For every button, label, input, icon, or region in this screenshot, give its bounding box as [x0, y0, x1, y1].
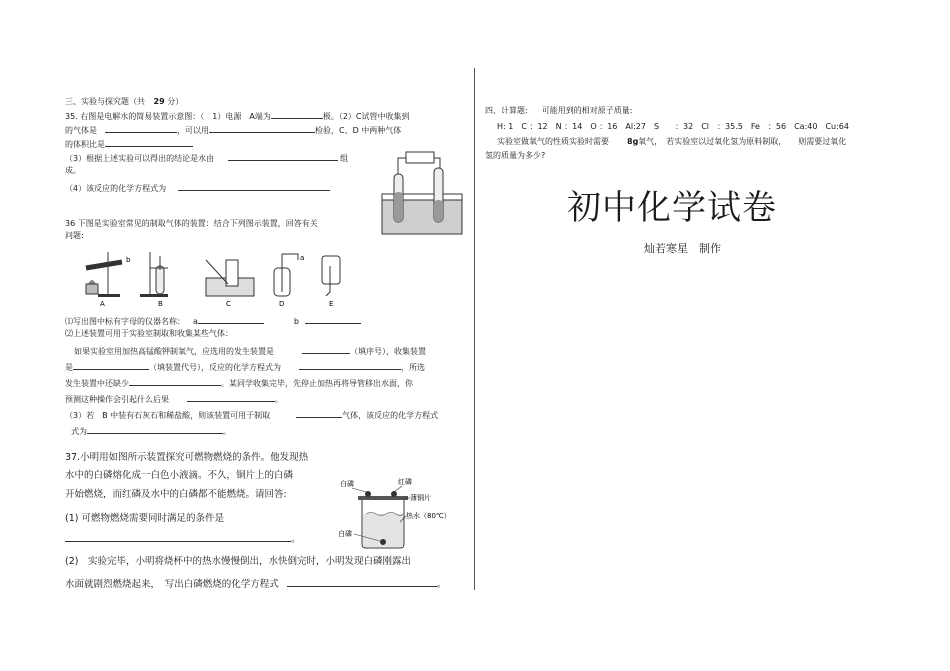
q37-line-5: [65, 532, 301, 546]
calc-question-line-2: 氢的质量为多少?: [485, 151, 546, 160]
answer-blank[interactable]: [228, 151, 338, 161]
answer-blank[interactable]: [209, 123, 315, 133]
q36-text: 式为: [71, 427, 87, 436]
q37-text: 水面就剧烈燃烧起来， 写出白磷燃烧的化学方程式: [65, 579, 279, 590]
answer-blank[interactable]: [129, 376, 221, 386]
fig-label-copper: 薄铜片: [410, 494, 431, 502]
q35-text: （3）根据上述实验可以得出的结论是水由: [65, 154, 215, 163]
answer-blank[interactable]: [187, 392, 275, 402]
fig-label-c: C: [226, 300, 231, 308]
q36-text: （填序号），收集装置: [350, 347, 426, 356]
q36-sub-5: [65, 376, 413, 389]
q35-line-3: [65, 137, 193, 150]
fig-label-white-phosphorus-2: 白磷: [338, 530, 352, 538]
fig-label-d: D: [279, 300, 285, 308]
tube-d-water: [434, 200, 443, 222]
q37-line-1: 37.小明用如图所示装置探究可燃物燃烧的条件。他发现热: [65, 452, 309, 463]
q36-sub-7: [65, 408, 438, 421]
q37-line-6: (2) 实验完毕，小明将烧杯中的热水慢慢倒出，水快倒完时，小明发现白磷刚露出: [65, 556, 411, 567]
q36-text: （3）若 B 中装有石灰石和稀盐酸，则该装置可用于制取: [65, 411, 271, 420]
answer-blank[interactable]: [105, 137, 193, 147]
section-title: [65, 96, 183, 107]
fig-mark-b: b: [126, 256, 131, 264]
fig-label-a: A: [100, 300, 105, 308]
apparatus-d: [274, 254, 298, 296]
q36-text: 。某同学收集完毕，先停止加热再将导管移出水面，你: [221, 379, 413, 388]
q36-sub-1: [65, 314, 361, 327]
q37-line-3: 开始燃烧，而红磷及水中的白磷都不能燃烧。请回答:: [65, 489, 287, 500]
q36-line-1: 36 下图是实验室常见的制取气体的装置：结合下列图示装置，回答有关: [65, 219, 318, 228]
answer-blank[interactable]: [305, 314, 361, 324]
q36-text: 。: [275, 395, 283, 404]
q36-text: 是: [65, 363, 73, 372]
q37-line-7: [65, 577, 446, 591]
fig-label-b: B: [158, 300, 163, 308]
apparatus-a: [86, 252, 122, 297]
section-unit: 分）: [167, 97, 184, 106]
answer-blank[interactable]: [271, 109, 323, 119]
q36-text: 发生装置中还缺少: [65, 379, 129, 388]
combustion-apparatus-figure: [336, 474, 451, 554]
wire-right: [434, 158, 440, 168]
section-points: 29: [153, 97, 165, 106]
copper-sheet: [358, 496, 408, 500]
apparatus-b: [140, 252, 168, 297]
answer-blank[interactable]: [287, 577, 437, 587]
q37-text: 。: [291, 534, 301, 545]
answer-blank[interactable]: [178, 181, 330, 191]
fig-label-water: 热水（80℃）: [406, 512, 451, 520]
q35-text: ，可以用: [177, 126, 209, 135]
electrolysis-apparatus-figure: [378, 138, 466, 238]
calc-note: 可能用到的相对原子质量:: [541, 106, 633, 115]
q36-text: a: [193, 317, 198, 326]
q35-line-5: 成。: [65, 166, 81, 175]
q36-sub-2: ⑵上述装置可用于实验室制取和收集某些气体：: [65, 329, 233, 338]
answer-blank[interactable]: [296, 408, 342, 418]
q36-text: 预测这种操作会引起什么后果: [65, 395, 169, 404]
q36-text: 如果实验室用加热高锰酸钾制氧气，应选用的发生装置是: [74, 347, 274, 356]
exam-author: 灿若寒星 制作: [644, 242, 721, 255]
apparatus-e: [322, 256, 340, 296]
q36-sub-8: [65, 424, 231, 437]
answer-blank[interactable]: [105, 123, 177, 133]
underwater-phosphorus-dot: [380, 539, 386, 545]
answer-blank[interactable]: [299, 360, 401, 370]
q37-line-2: 水中的白磷熔化成一白色小液滴。不久，铜片上的白磷: [65, 470, 294, 481]
q36-text: ，所选: [401, 363, 425, 372]
q35-line-4: [65, 151, 348, 164]
fig-label-white-phosphorus: 白磷: [340, 480, 354, 488]
fig-label-e: E: [329, 300, 334, 308]
q37-line-4: (1) 可燃物燃烧需要同时满足的条件是: [65, 513, 224, 524]
q36-sub-6: [65, 392, 283, 405]
answer-blank[interactable]: [198, 314, 264, 324]
calc-title: 四、计算题:: [485, 106, 528, 115]
calc-header: [485, 105, 632, 116]
page-divider: [474, 68, 475, 590]
calc-question-mass: 8g: [627, 137, 639, 146]
q35-line-6: [65, 181, 330, 194]
power-supply: [406, 152, 434, 163]
q36-text: （填装置代号），反应的化学方程式为: [149, 363, 281, 372]
q36-text: ⑴写出图中标有字母的仪器名称：: [65, 317, 185, 326]
calc-question-text: 氧气， 若实验室以过氧化氢为原料制取， 则需要过氧化: [638, 137, 847, 146]
section-title-text: 三、实验与探究题（共: [65, 97, 145, 106]
fig-label-red-phosphorus: 红磷: [398, 478, 412, 486]
q36-text: 。: [223, 427, 231, 436]
calc-question-line-1: [497, 136, 846, 147]
q35-text: 组: [340, 154, 349, 163]
answer-blank[interactable]: [302, 344, 350, 354]
q35-text: 的气体是: [65, 126, 97, 135]
q36-line-2: 问题:: [65, 231, 84, 240]
answer-blank[interactable]: [87, 424, 223, 434]
answer-blank[interactable]: [73, 360, 149, 370]
q35-text: 检验，C、D 中两种气体: [315, 126, 402, 135]
apparatus-c: [206, 260, 254, 296]
q36-sub-4: [65, 360, 425, 373]
q35-line-1: [65, 109, 410, 122]
atomic-masses: H: 1 C ：12 N ：14 O ：16 Al:27 S ：32 Cl ：35.5 Fe ：56 Ca:40 Cu:64: [497, 122, 849, 131]
q36-sub-3: [74, 344, 426, 357]
q35-text: （4）该反应的化学方程式为: [65, 184, 167, 193]
answer-blank[interactable]: [65, 532, 291, 542]
gas-apparatus-figure: [78, 248, 354, 310]
q35-text: 极。（2）C试管中收集到: [322, 112, 410, 121]
q37-text: 。: [436, 579, 447, 590]
fig-mark-a: a: [300, 254, 305, 262]
exam-title: 初中化学试卷: [567, 188, 777, 228]
q35-line-2: [65, 123, 401, 136]
q35-text: 的体积比是: [65, 140, 105, 149]
wire-left: [398, 158, 406, 174]
q36-text: 气体，该反应的化学方程式: [342, 411, 439, 420]
calc-question-text: 实验室做氧气的性质实验时需要: [497, 137, 609, 146]
q36-text: b: [293, 317, 299, 326]
q35-text: 35. 右图是电解水的简易装置示意图：（ 1）电源 A端为: [65, 112, 271, 121]
tube-c-water: [394, 192, 403, 222]
